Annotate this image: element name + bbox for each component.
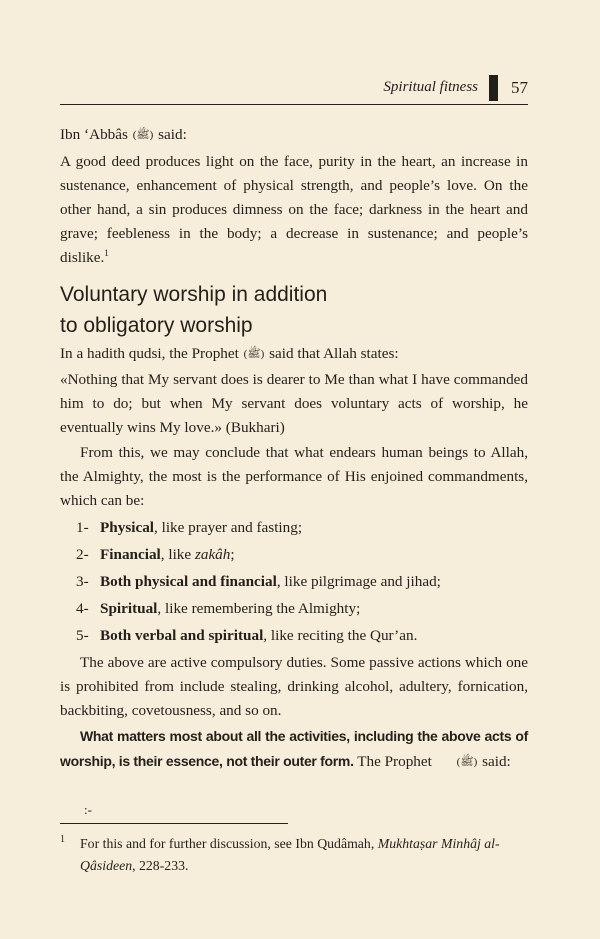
page-number: 57 xyxy=(511,78,528,97)
header-rule xyxy=(60,104,528,105)
list-item: 1- Physical, like prayer and fasting; xyxy=(76,519,303,536)
honorific-icon: (ﷺ) xyxy=(243,348,265,360)
honorific-icon: (ﷺ) xyxy=(132,129,154,141)
worship-list xyxy=(76,514,528,649)
section-heading: Voluntary worship in addition to obligatory worship xyxy=(60,283,328,337)
stray-mark: :- xyxy=(84,802,92,817)
emphasis-paragraph: What matters most about all the activities, including the above acts of worship, is their essence, not their outer form. The Prophet (ﷺ) said: xyxy=(60,728,528,770)
footnote-ref: 1 xyxy=(104,248,109,258)
honorific-icon: (ﷺ) xyxy=(456,756,478,768)
hadith-intro: In a hadith qudsi, the Prophet (ﷺ) said that Allah states: xyxy=(60,345,399,362)
quote-block xyxy=(60,123,528,270)
footnote: 1 For this and for further discussion, see Ibn Qudâmah, Mukhtaṣar Minhâj al-Qâsideen, 228-233. xyxy=(60,834,500,873)
conclusion-paragraph: From this, we may conclude that what endears human beings to Allah, the Almighty, the most is the performance of His enjoined commandments, which can be: xyxy=(60,444,528,509)
running-header xyxy=(60,75,528,103)
hadith-text: «Nothing that My servant does is dearer to Me than what I have commanded him to do; but when My servant does voluntary acts of worship, he eventually wins My love.» (Bukhari) xyxy=(60,371,528,436)
quote-attribution: Ibn ‘Abbâs (ﷺ) said: xyxy=(60,126,187,143)
footnote-rule xyxy=(60,823,288,824)
list-item: 3- Both physical and financial, like pilgrimage and jihad; xyxy=(76,573,441,590)
passive-paragraph: The above are active compulsory duties. Some passive actions which one is prohibited from include stealing, drinking alcohol, adultery, fornication, backbiting, covetousness, and so on. xyxy=(60,654,528,719)
list-item: 4- Spiritual, like remembering the Almighty; xyxy=(76,600,361,617)
list-item: 2- Financial, like zakâh; xyxy=(76,546,235,563)
list-item: 5- Both verbal and spiritual, like reciting the Qur’an. xyxy=(76,627,418,644)
quote-text: A good deed produces light on the face, purity in the heart, an increase in sustenance, enhancement of physical strength, and people’s love. On the other hand, a sin produces dimness on the face; darkness in the heart and grave; feebleness in the body; a decrease in sustenance; and people’s dislike.$^1$ xyxy=(60,153,528,266)
hadith-block xyxy=(60,342,528,440)
running-title: Spiritual fitness xyxy=(383,79,478,95)
header-bar xyxy=(489,75,498,101)
